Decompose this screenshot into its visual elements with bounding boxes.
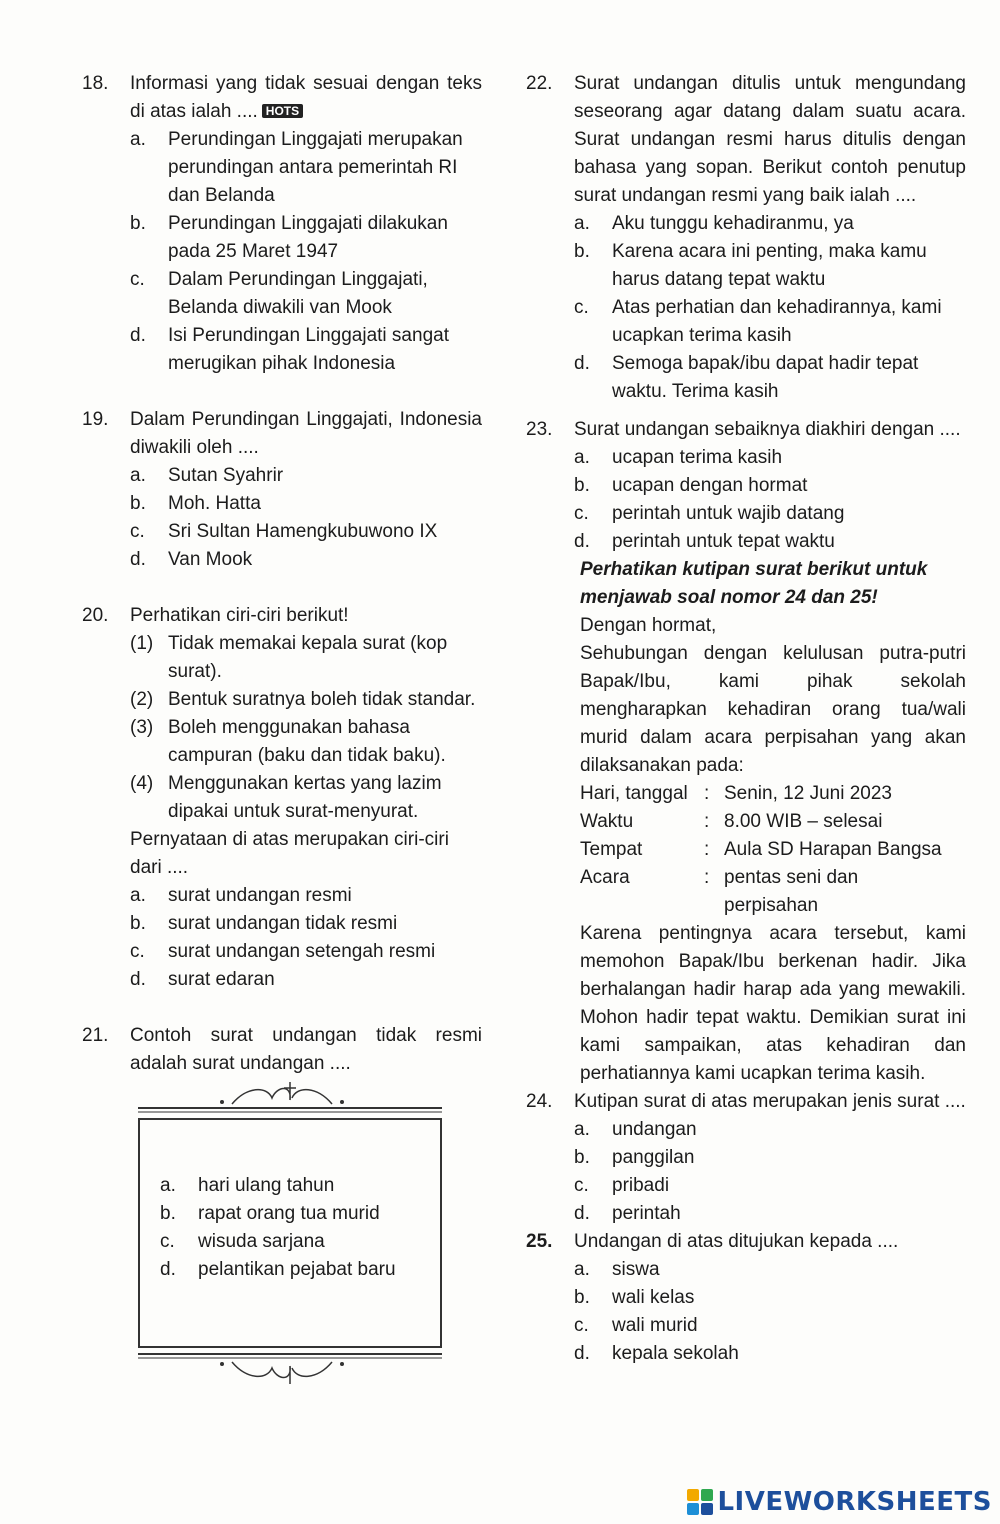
option-c[interactable]: c. Atas perhatian dan kehadirannya, kami ucapkan terima kasih xyxy=(574,297,942,346)
excerpt-intro: Sehubungan dengan kelulusan putra-putri Bapak/Ibu, kami pihak sekolah mengharapkan kehadiran orang tua/wali murid dalam acara perpisahan yang akan dilaksanakan pada: xyxy=(580,643,966,776)
letter-excerpt xyxy=(580,556,966,1088)
question-23 xyxy=(526,416,966,556)
option-b[interactable]: b. rapat orang tua murid xyxy=(160,1203,380,1224)
option-c[interactable]: c. Sri Sultan Hamengkubuwono IX xyxy=(130,521,438,542)
option-c[interactable]: c. pribadi xyxy=(574,1175,670,1196)
option-d[interactable]: d. Isi Perundingan Linggajati sangat merugikan pihak Indonesia xyxy=(130,325,449,374)
question-stem: Undangan di atas ditujukan kepada .... xyxy=(574,1231,899,1252)
liveworksheets-logo xyxy=(687,1488,992,1516)
option-b[interactable]: b. panggilan xyxy=(574,1147,695,1168)
question-number: 25. xyxy=(526,1231,553,1252)
question-prompt: Pernyataan di atas merupakan ciri-ciri dari .... xyxy=(130,829,449,878)
excerpt-instruction: Perhatikan kutipan surat berikut untuk menjawab soal nomor 24 dan 25! xyxy=(580,559,928,608)
liveworksheets-text: LIVEWORKSHEETS xyxy=(717,1487,992,1517)
question-number: 21. xyxy=(82,1025,109,1046)
option-c[interactable]: c. surat undangan setengah resmi xyxy=(130,941,436,962)
question-number: 24. xyxy=(526,1091,553,1112)
hots-badge: HOTS xyxy=(262,104,303,118)
question-number: 18. xyxy=(82,73,109,94)
option-d[interactable]: d. surat edaran xyxy=(130,969,275,990)
question-stem: Surat undangan sebaiknya diakhiri dengan .... xyxy=(574,419,961,440)
option-a[interactable]: a. hari ulang tahun xyxy=(160,1175,335,1196)
question-stem: Informasi yang tidak sesuai dengan teks di atas ialah .... xyxy=(130,73,482,122)
option-d[interactable]: d. pelantikan pejabat baru xyxy=(160,1259,396,1280)
liveworksheets-logo-icon xyxy=(687,1489,713,1515)
question-20 xyxy=(82,602,482,994)
option-a[interactable]: a. surat undangan resmi xyxy=(130,885,352,906)
option-d[interactable]: d. Semoga bapak/ibu dapat hadir tepat waktu. Terima kasih xyxy=(574,353,919,402)
question-number: 23. xyxy=(526,419,553,440)
option-b[interactable]: b. wali kelas xyxy=(574,1287,695,1308)
option-d[interactable]: d. perintah xyxy=(574,1203,681,1224)
detail-row: Tempat : Aula SD Harapan Bangsa xyxy=(580,839,942,860)
option-b[interactable]: b. Karena acara ini penting, maka kamu harus datang tepat waktu xyxy=(574,241,927,290)
option-b[interactable]: b. Moh. Hatta xyxy=(130,493,261,514)
option-d[interactable]: d. kepala sekolah xyxy=(574,1343,739,1364)
detail-row: Hari, tanggal : Senin, 12 Juni 2023 xyxy=(580,783,892,804)
options-frame xyxy=(138,1118,442,1348)
detail-row: Acara : pentas seni dan perpisahan xyxy=(580,867,859,916)
option-a[interactable]: a. undangan xyxy=(574,1119,697,1140)
question-stem: Surat undangan ditulis untuk mengundang seseorang agar datang dalam suatu acara. Surat undangan resmi harus ditulis dengan bahasa yang sopan. Berikut contoh penutup surat undangan resmi yang baik ialah .... xyxy=(574,73,966,206)
excerpt-greeting: Dengan hormat, xyxy=(580,615,717,636)
left-column xyxy=(82,70,482,1388)
question-stem: Dalam Perundingan Linggajati, Indonesia diwakili oleh .... xyxy=(130,409,482,458)
option-c[interactable]: c. wisuda sarjana xyxy=(160,1231,325,1252)
option-a[interactable]: a. Perundingan Linggajati merupakan perundingan antara pemerintah RI dan Belanda xyxy=(130,129,463,206)
option-c[interactable]: c. perintah untuk wajib datang xyxy=(574,503,845,524)
criteria-item: (2) Bentuk suratnya boleh tidak standar. xyxy=(130,689,476,710)
question-number: 19. xyxy=(82,409,109,430)
criteria-item: (4) Menggunakan kertas yang lazim dipakai untuk surat-menyurat. xyxy=(130,773,442,822)
question-22 xyxy=(526,70,966,406)
option-d[interactable]: d. Van Mook xyxy=(130,549,253,570)
question-19 xyxy=(82,406,482,574)
option-c[interactable]: c. Dalam Perundingan Linggajati, Belanda diwakili van Mook xyxy=(130,269,428,318)
question-25 xyxy=(526,1228,966,1368)
question-18 xyxy=(82,70,482,378)
option-a[interactable]: a. siswa xyxy=(574,1259,660,1280)
question-stem: Perhatikan ciri-ciri berikut! xyxy=(130,605,349,626)
option-a[interactable]: a. Sutan Syahrir xyxy=(130,465,284,486)
option-b[interactable]: b. ucapan dengan hormat xyxy=(574,475,808,496)
option-c[interactable]: c. wali murid xyxy=(574,1315,698,1336)
excerpt-closing: Karena pentingnya acara tersebut, kami memohon Bapak/Ibu berkenan hadir. Jika berhalangan hadir harap ada yang mewakili. Mohon hadir tepat waktu. Demikian surat ini kami sampaikan, atas kehadiran dan perhatiannya kami ucapkan terima kasih. xyxy=(580,923,966,1084)
ornament-bottom-icon xyxy=(82,1348,482,1388)
ornament-top-icon xyxy=(82,1078,482,1118)
option-d[interactable]: d. perintah untuk tepat waktu xyxy=(574,531,835,552)
right-column xyxy=(526,70,966,1368)
option-b[interactable]: b. surat undangan tidak resmi xyxy=(130,913,398,934)
option-b[interactable]: b. Perundingan Linggajati dilakukan pada 25 Maret 1947 xyxy=(130,213,448,262)
question-stem: Contoh surat undangan tidak resmi adalah surat undangan .... xyxy=(130,1025,482,1074)
criteria-item: (3) Boleh menggunakan bahasa campuran (baku dan tidak baku). xyxy=(130,717,446,766)
criteria-item: (1) Tidak memakai kepala surat (kop surat). xyxy=(130,633,448,682)
option-a[interactable]: a. Aku tunggu kehadiranmu, ya xyxy=(574,213,854,234)
question-number: 22. xyxy=(526,73,553,94)
option-a[interactable]: a. ucapan terima kasih xyxy=(574,447,783,468)
question-24 xyxy=(526,1088,966,1228)
question-stem: Kutipan surat di atas merupakan jenis surat .... xyxy=(574,1091,966,1112)
question-number: 20. xyxy=(82,605,109,626)
detail-row: Waktu : 8.00 WIB – selesai xyxy=(580,811,883,832)
question-21 xyxy=(82,1022,482,1388)
